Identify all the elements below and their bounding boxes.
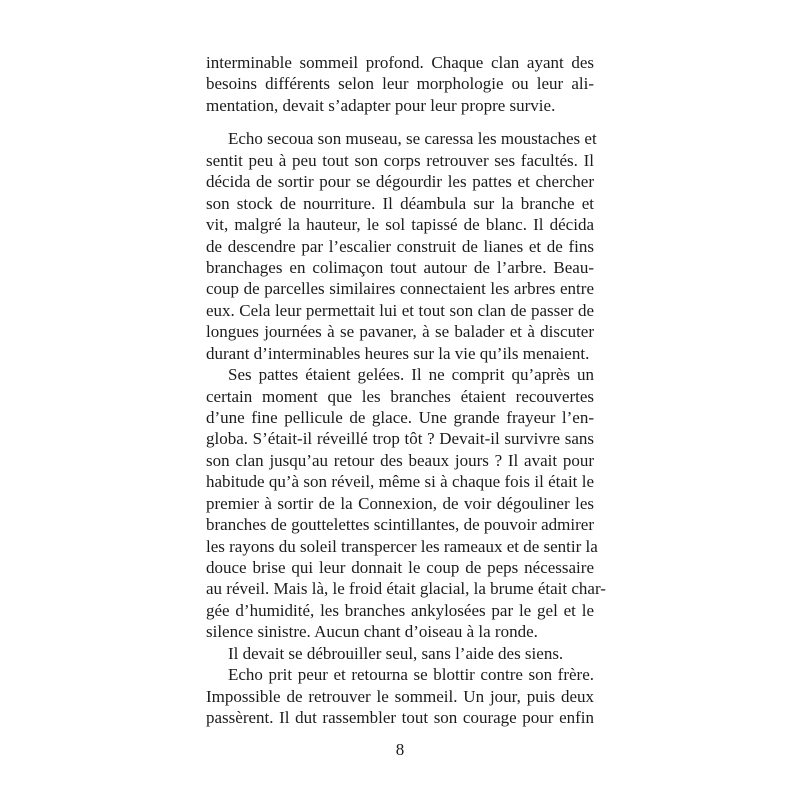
text-line: branches de gouttelettes scintillantes, de pouvoir admirer: [206, 515, 594, 535]
text-line: interminable sommeil profond. Chaque clan ayant des: [206, 53, 594, 72]
text-line: Impossible de retrouver le sommeil. Un jour, puis deux: [206, 686, 594, 706]
text-line: silence sinistre. Aucun chant d’oiseau à la ronde.: [206, 622, 538, 642]
text-line: douce brise qui leur donnait le coup de peps nécessaire: [206, 558, 594, 577]
text-line: les rayons du soleil transpercer les rameaux et de sentir la: [206, 536, 598, 556]
text-line: globa. S’était-il réveillé trop tôt ? Devait-il survivre sans: [206, 429, 594, 449]
text-line: Echo prit peur et retourna se blottir contre son frère.: [228, 665, 594, 685]
text-line: de descendre par l’escalier construit de lianes et de fins: [206, 236, 594, 256]
text-line: branchages en colimaçon tout autour de l’arbre. Beau-: [206, 258, 594, 277]
text-line: coup de parcelles similaires connectaient les arbres entre: [206, 279, 594, 299]
text-line: durant d’interminables heures sur la vie qu’ils menaient.: [206, 343, 590, 363]
text-line: certain moment que les branches étaient recouvertes: [206, 386, 594, 406]
text-line: premier à sortir de la Connexion, de voir dégouliner les: [206, 493, 594, 513]
text-line: sentit peu à peu tout son corps retrouver ses facultés. Il: [206, 150, 594, 170]
text-line: son clan jusqu’au retour des beaux jours ? Il avait pour: [206, 450, 594, 470]
text-line: vit, malgré la hauteur, le sol tapissé de blanc. Il décida: [206, 215, 594, 235]
text-line: eux. Cela leur permettait lui et tout son clan de passer de: [206, 300, 594, 320]
text-line: besoins différents selon leur morphologie ou leur ali-: [206, 74, 594, 94]
text-line: Echo secoua son museau, se caressa les moustaches et: [228, 129, 597, 149]
text-line: son stock de nourriture. Il déambula sur la branche et: [206, 193, 594, 213]
text-line: gée d’humidité, les branches ankylosées par le gel et le: [206, 600, 594, 620]
text-line: d’une fine pellicule de glace. Une grande frayeur l’en-: [206, 408, 594, 427]
text-line: Il devait se débrouiller seul, sans l’aide des siens.: [228, 643, 564, 663]
text-line: habitude qu’à son réveil, même si à chaque fois il était le: [206, 472, 594, 492]
text-line: passèrent. Il dut rassembler tout son courage pour enfin: [206, 708, 594, 727]
text-line: décida de sortir pour se dégourdir les pattes et chercher: [206, 172, 594, 192]
text-line: au réveil. Mais là, le froid était glacial, la brume était char-: [206, 579, 606, 599]
text-line: longues journées à se pavaner, à se balader et à discuter: [206, 322, 594, 342]
text-line: mentation, devait s’adapter pour leur propre survie.: [206, 95, 556, 115]
text-line: Ses pattes étaient gelées. Il ne comprit qu’après un: [228, 365, 594, 385]
page-number: 8: [395, 740, 405, 759]
